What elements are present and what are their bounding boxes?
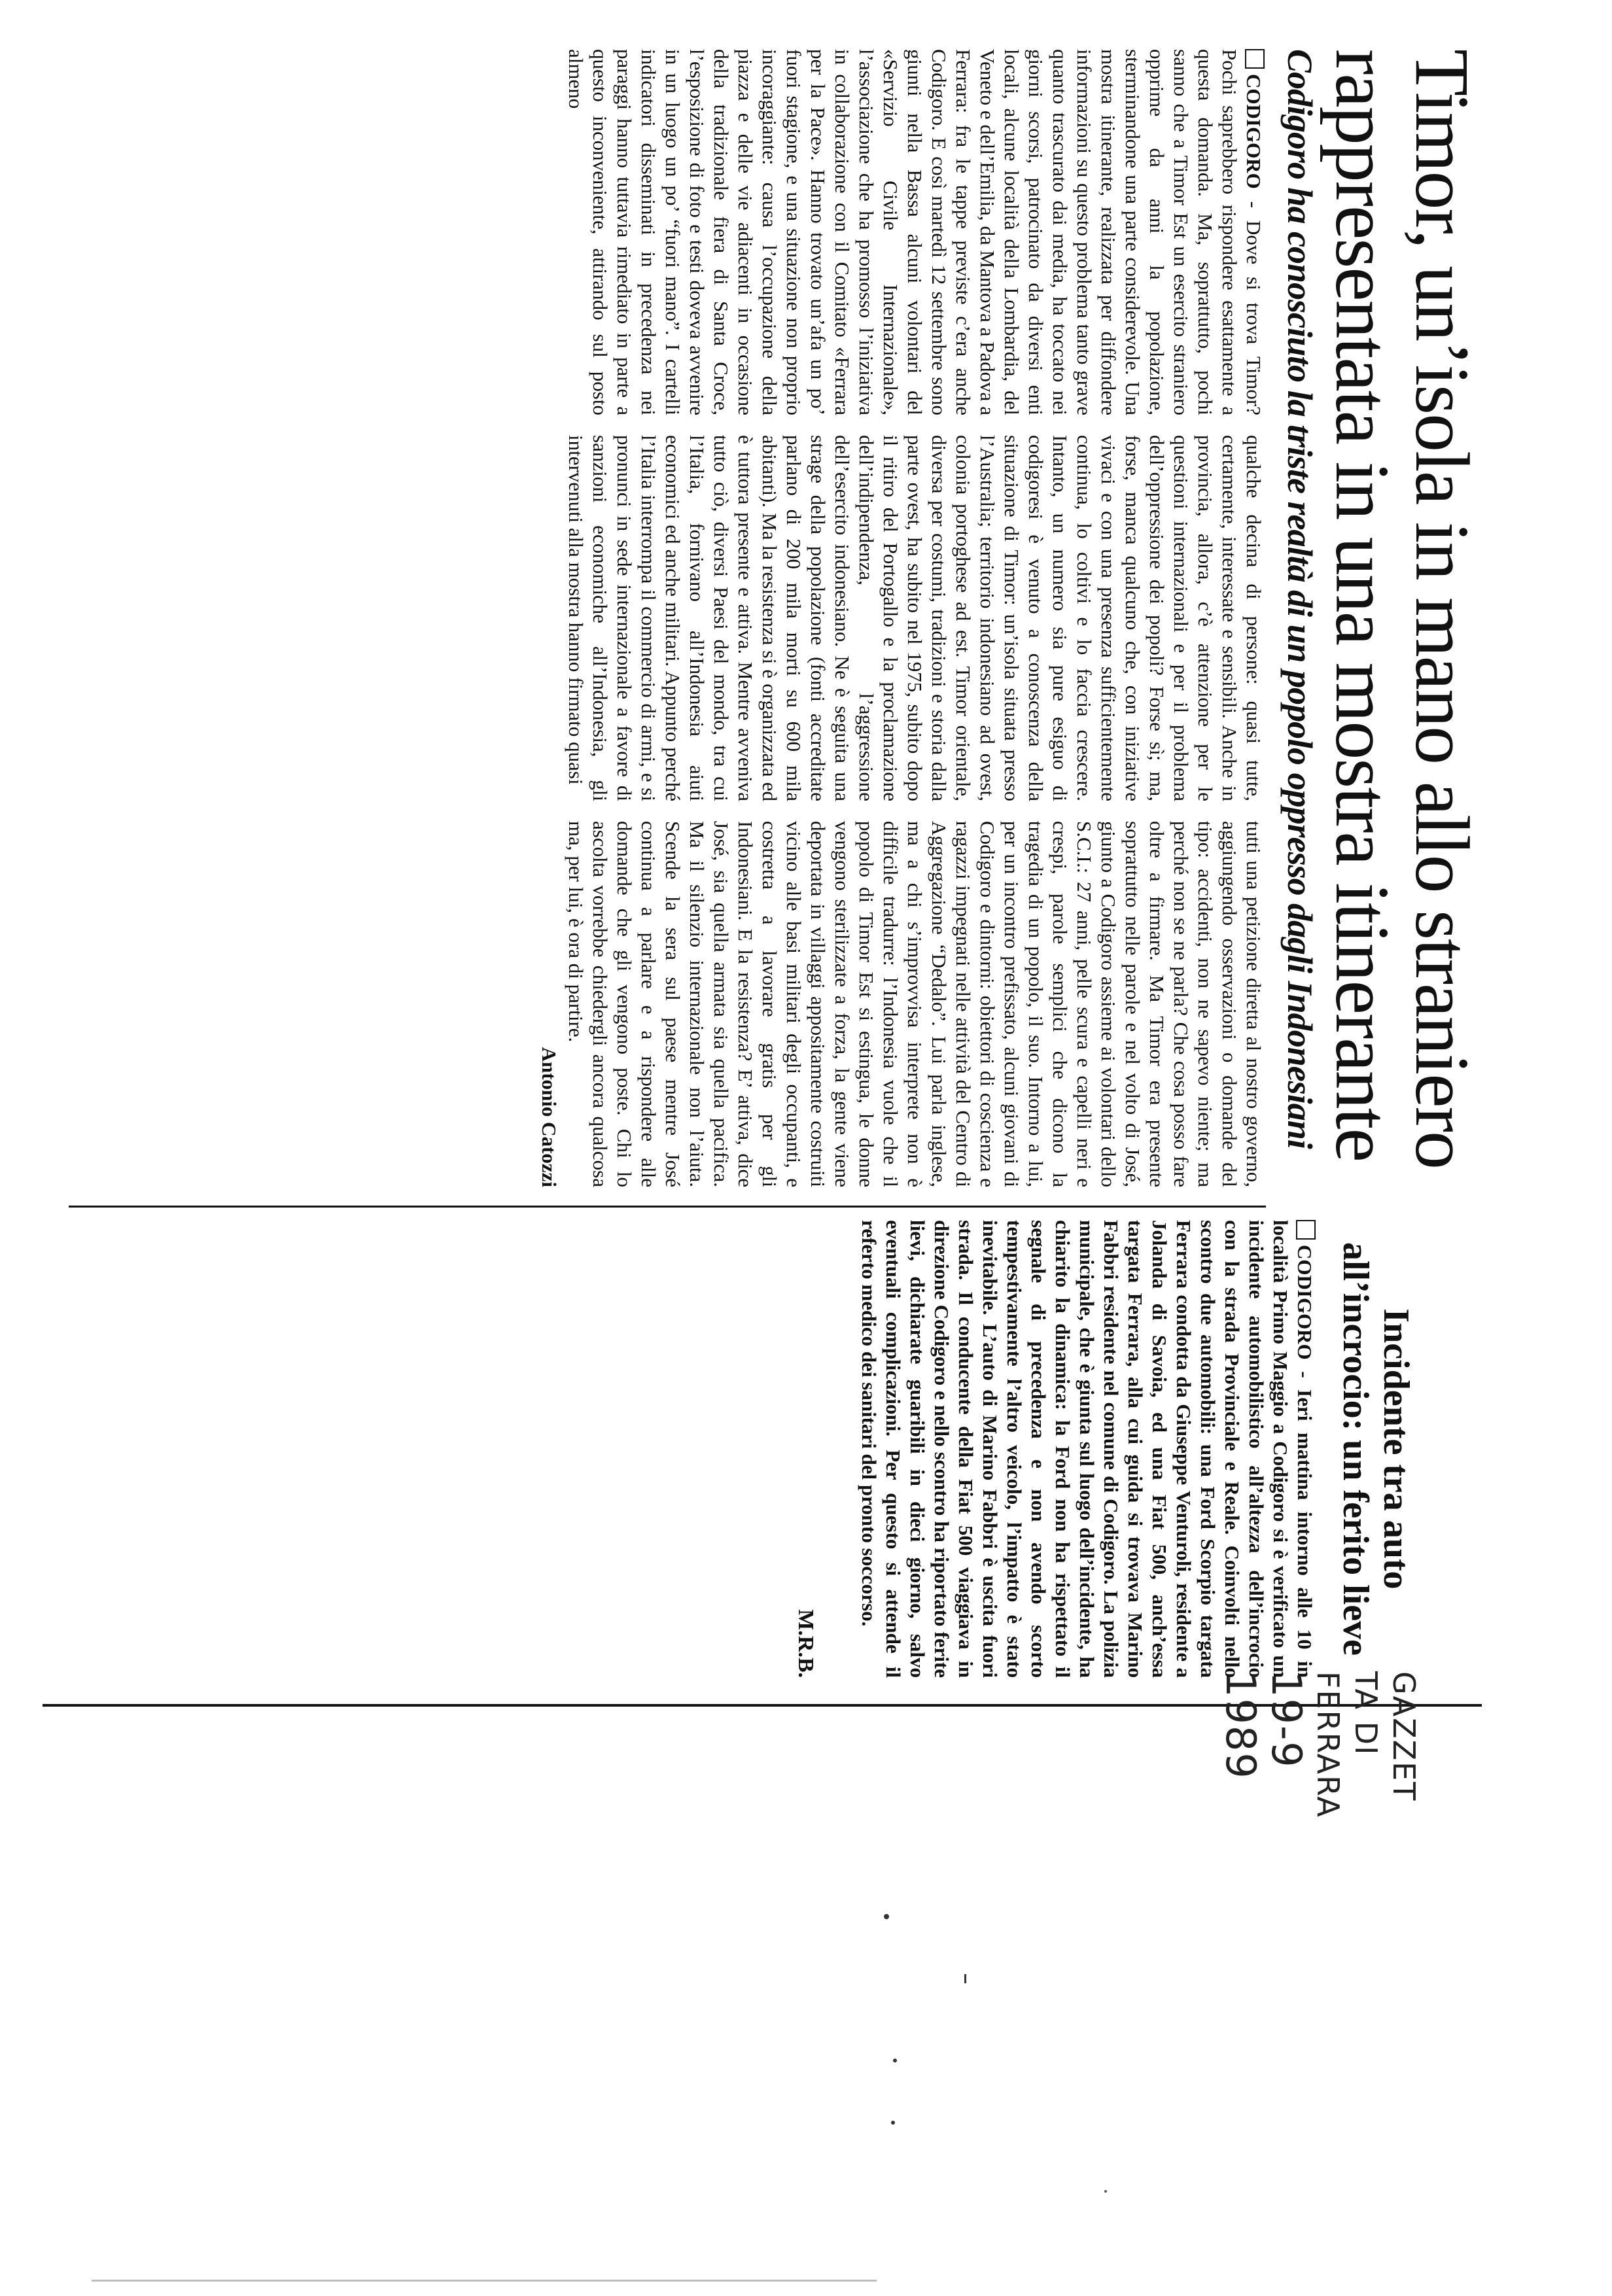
speck xyxy=(884,1914,889,1919)
article-column-1-text: - Dove si trova Timor? Pochi saprebbero rispondere esattamente a questa domanda. Ma, soprattutto, pochi sanno che a Timor Est un esercito straniero opprime da anni la popolazione, sterminandone una parte considerevole. Una mostra itinerante, realizzata per diffondere informazioni su questo problema tanto grave quanto trascurato dai media, ha toccato nei giorni scorsi, patrocinato da diversi enti locali, alcune località della Lombardia, del Veneto e dell’Emilia, da Mantova a Padova a Ferrara: fra le tappe previste c’era anche Codigoro. E così martedì 12 settembre sono giunti nella Bassa alcuni volontari del «Servizio Civile Internazionale», l’associazione che ha promosso l’iniziativa in collaborazione con il Comitato «Ferrara per la Pace». Hanno trovato un’afa un po’ fuori stagione, e una situazione non proprio incoraggiante: causa l’occupazione della piazza e delle vie adiacenti in occasione della tradizionale fiera di Santa Croce, l’esposizione di foto e testi doveva avvenire in un luogo un po’ “fuori mano”. I cartelli indicatori disseminati in precedenza nei paraggi hanno tuttavia rimediato in parte a questo inconveniente, attirando sul posto almeno xyxy=(565,49,1265,415)
author-signature: Antonio Catozzi xyxy=(538,1047,561,1187)
article-column-3-text: tutti una petizione diretta al nostro governo, aggiungendo osservazioni o domande del tipo: accidenti, non ne sapevo niente; ma perché non se ne parla? Che cosa posso fare oltre a firmare. Ma Timor era presente soprattutto nelle parole e nel volto di José, giunto a Codigoro assieme ai volontari dello S.C.I.: 27 anni, pelle scura e capelli neri e crespi, parole semplici che dicono la tragedia di un popolo, il suo. Intorno a lui, per un incontro prefissato, alcuni giovani di Codigoro e dintorni: obiettori di coscienza e ragazzi impegnati nelle attività del Centro di Aggregazione “Dedalo”. Lui parla inglese, ma a chi s’improvvisa interprete non è difficile tradurre: l’Indonesia vuole che il popolo di Timor Est si estingua, le donne vengono sterilizzate a forza, la gente viene deportata in villaggi appositamente costruiti vicino alle basi militari degli occupanti, e costretta a lavorare gratis per gli Indonesiani. E la resistenza? E’ attiva, dice José, sia quella armata sia quella pacifica. Ma il silenzio internazionale non l’aiuta. Scende la sera sul paese mentre José continua a parlare e a rispondere alle domande che gli vengono poste. Chi lo ascolta vorrebbe chiedergli ancora qualcosa ma, per lui, è ora di partire. xyxy=(565,821,1265,1187)
article-column-2-text: qualche decina di persone: quasi tutte, certamente, interessate e sensibili. Anche in provincia, allora, c’è attenzione per le questioni internazionali e per il problema dell’oppressione dei popoli? Forse sì; ma, forse, manca qualcuno che, con iniziative vivaci e con una presenza sufficientemente continua, lo coltivi e lo faccia crescere. Intanto, un numero sia pure esiguo di codigoresi è venuto a conoscenza della situazione di Timor: un’isola situata presso l’Australia; territorio indonesiano ad ovest, colonia portoghese ad est. Timor orientale, diversa per costumi, tradizioni e storia dalla parte ovest, ha subito nel 1975, subito dopo il ritiro del Portogallo e la proclamazione dell’indipendenza, l’aggressione dell’esercito indonesiano. Ne è seguita una strage della popolazione (fonti accreditate parlano di 200 mila morti su 600 mila abitanti). Ma la resistenza si è organizzata ed è tuttora presente e attiva. Mentre avveniva tutto ciò, diversi Paesi del mondo, tra cui l’Italia, fornivano all’Indonesia aiuti economici ed anche militari. Appunto perché l’Italia interrompa il commercio di armi, e si pronunci in sede internazionale a favore di sanzioni economiche all’Indonesia, gli intervenuti alla mostra hanno firmato quasi xyxy=(565,435,1265,801)
handnote-line-1: GAZZET xyxy=(1386,1671,1422,1802)
sidebar-title: Incidente tra auto all’incrocio: un ferito lieve xyxy=(1335,1242,1416,1656)
speck xyxy=(893,2059,897,2062)
headline-line-2: rappresentata in una mostra itinerante xyxy=(1320,49,1405,1161)
speck xyxy=(1104,2190,1107,2193)
handnote-line-2: TA DI xyxy=(1348,1671,1384,1756)
sidebar-signature: M.R.B. xyxy=(794,1609,818,1678)
speck xyxy=(891,2121,895,2125)
speck xyxy=(964,1974,966,1983)
subtitle: Codigoro ha conosciuto la triste realtà di un popolo oppresso dagli Indonesiani xyxy=(1280,49,1320,1149)
sidebar-text: - Ieri mattina intorno alle 10 in località Primo Maggio a Codigoro si è verificato un incidente automobilistico all’altezza dell’incrocio con la strada Provinciale e Reale. Coinvolti nello scontro due automobili: una Ford Scorpio targata Ferrara condotta da Giuseppe Venturoli, residente a Jolanda di Savoia, ed una Fiat 500, anch’essa targata Ferrara, alla cui guida si trovava Marino Fabbri residente nel comune di Codigoro. La polizia municipale, che è giunta sul luogo dell’incidente, ha chiarito la dinamica: la Ford non ha rispettato il segnale di precedenza e non avendo scorto tempestivamente l’altro veicolo, l’impatto è stato inevitabile. L’auto di Marino Fabbri è uscita fuori strada. Il conducente della Fiat 500 viaggiava in direzione Codigoro e nello scontro ha riportato ferite lievi, dichiarate guaribili in dieci giorno, salvo eventuali complicazioni. Per questo si attende il referto medico dei sanitari del pronto soccorso. xyxy=(858,1220,1316,1679)
handnote-line-3: FERRARA xyxy=(1310,1671,1346,1818)
handnote-year: 1989 xyxy=(1217,1671,1265,1780)
dateline: CODIGORO xyxy=(1242,74,1265,189)
headline-line-1: Timor, un’isola in mano allo straniero xyxy=(1399,49,1485,1168)
handnote-date: 19-9 xyxy=(1263,1671,1310,1769)
scan-edge-line xyxy=(92,2280,877,2282)
sidebar-dateline: CODIGORO xyxy=(1293,1245,1316,1360)
